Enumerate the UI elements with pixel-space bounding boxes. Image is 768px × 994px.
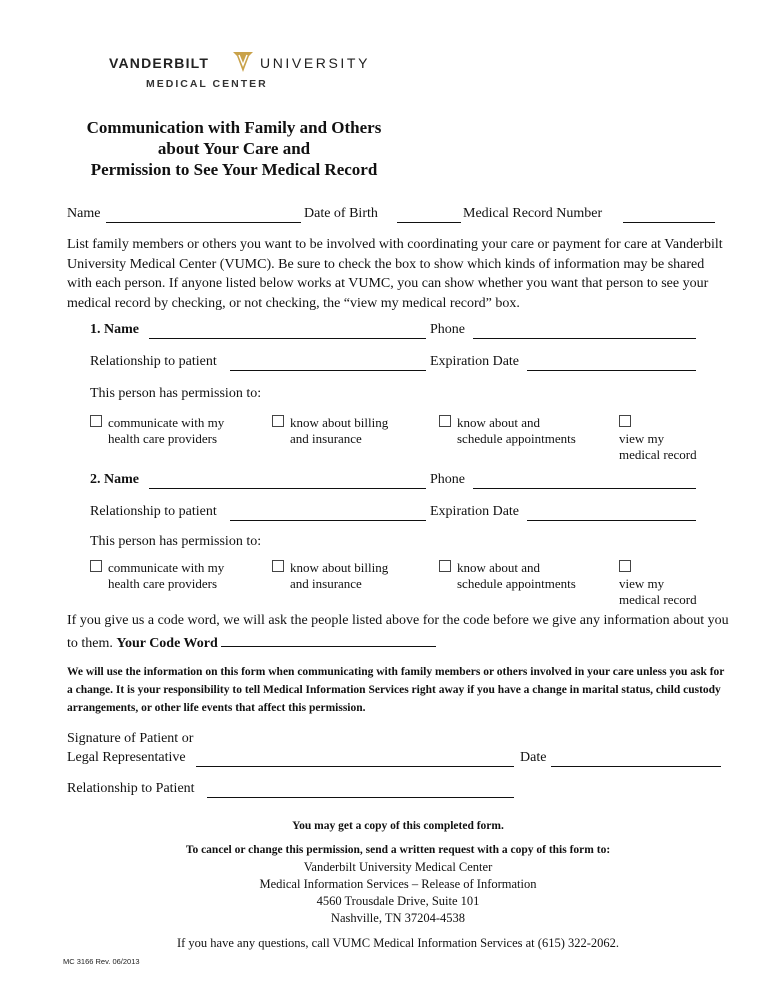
logo-university: UNIVERSITY [260,55,371,71]
logo-medical-center: MEDICAL CENTER [146,78,268,90]
mrn-field[interactable] [623,208,715,223]
address-line-3: 4560 Trousdale Drive, Suite 101 [316,894,480,908]
date-label: Date [520,750,547,765]
option-text: know about and [457,560,541,575]
person-2-communicate-checkbox[interactable] [90,560,224,592]
signature-field[interactable] [196,752,514,767]
questions-line: If you have any questions, call VUMC Medical Information Services at (615) 322-2062. [176,936,620,950]
option-text: view my [619,576,665,591]
option-text: know about and [457,415,541,430]
checkbox-icon[interactable] [90,560,102,572]
person-1-phone-field[interactable] [473,324,696,339]
checkbox-icon[interactable] [90,415,102,427]
page-title [60,117,408,180]
person-1-phone-label: Phone [430,322,465,337]
person-1-permission-label: This person has permission to: [90,386,262,401]
checkbox-icon[interactable] [272,560,284,572]
checkbox-icon[interactable] [272,415,284,427]
option-text: schedule appointments [457,576,576,591]
option-text: medical record [619,447,697,462]
title-line-1: Communication with Family and Others [86,118,382,137]
option-text: and insurance [290,431,362,446]
code-word-label: Your Code Word [116,636,218,651]
option-text: know about billing [290,560,389,575]
footer [67,818,729,952]
signature-label-2: Legal Representative [67,750,186,765]
cancel-notice: To cancel or change this permission, send a written request with a copy of this form to: [185,844,611,856]
person-1-expiration-field[interactable] [527,356,696,371]
dob-label: Date of Birth [304,206,378,221]
person-2-expiration-label: Expiration Date [430,504,520,519]
option-text: communicate with my [108,560,225,575]
checkbox-icon[interactable] [619,415,631,427]
person-1-relationship-field[interactable] [230,356,426,371]
name-field[interactable] [106,208,301,223]
person-2-appointments-checkbox[interactable] [439,560,576,592]
copy-notice: You may get a copy of this completed form. [292,820,504,832]
relationship-to-patient-label: Relationship to Patient [67,781,195,796]
option-text: schedule appointments [457,431,576,446]
person-2-phone-field[interactable] [473,474,696,489]
person-1-name-label: 1. Name [90,322,139,337]
signature-date-field[interactable] [551,752,721,767]
checkbox-icon[interactable] [439,560,451,572]
person-1-view-record-checkbox[interactable] [619,415,710,463]
intro-paragraph: List family members or others you want to be involved with coordinating your care or payment for care at Vanderbilt University Medical Center (VUMC). Be sure to check the box to show which kinds of information may be shared with each person. If anyone listed below works at VUMC, you can show whether you want that person to see your medical record by checking, or not checking, the “view my medical record” box. [67,237,723,311]
title-line-3: Permission to See Your Medical Record [90,160,378,179]
person-2-name-field[interactable] [149,474,426,489]
option-text: view my [619,431,665,446]
signature-section [67,731,729,801]
title-line-2: about Your Care and [157,139,311,158]
person-1-expiration-label: Expiration Date [430,354,520,369]
person-1-appointments-checkbox[interactable] [439,415,576,447]
person-2-expiration-field[interactable] [527,506,696,521]
address-line-2: Medical Information Services – Release of Information [259,877,537,891]
person-2-view-record-checkbox[interactable] [619,560,710,608]
person-2-relationship-field[interactable] [230,506,426,521]
person-2-relationship-label: Relationship to patient [90,504,217,519]
checkbox-icon[interactable] [619,560,631,572]
notice-paragraph: We will use the information on this form when communicating with family members or others involved in your care unless you ask for a change. It is your responsibility to tell Medical Information Services right away if you have a change in marital status, child custody arrangements, or other life events that affect this permission. [67,666,725,714]
relationship-to-patient-field[interactable] [207,783,514,798]
person-1-communicate-checkbox[interactable] [90,415,224,447]
person-2-permission-label: This person has permission to: [90,534,262,549]
person-1-section [90,322,710,462]
patient-header-row [67,206,727,226]
person-1-name-field[interactable] [149,324,426,339]
code-word-text: If you give us a code word, we will ask the people listed above for the code before we give any information about you to them. [67,613,729,651]
checkbox-icon[interactable] [439,415,451,427]
logo-vanderbilt: VANDERBILT [109,55,210,71]
person-2-billing-checkbox[interactable] [272,560,388,592]
address-line-4: Nashville, TN 37204-4538 [330,911,466,925]
code-word-field[interactable] [221,632,436,647]
person-2-phone-label: Phone [430,472,465,487]
person-1-billing-checkbox[interactable] [272,415,388,447]
dob-field[interactable] [397,208,461,223]
person-1-relationship-label: Relationship to patient [90,354,217,369]
code-word-paragraph [67,610,729,655]
option-text: health care providers [108,576,218,591]
option-text: communicate with my [108,415,225,430]
form-id: MC 3166 Rev. 06/2013 [63,957,140,966]
option-text: know about billing [290,415,389,430]
option-text: medical record [619,592,697,607]
oak-leaf-v-icon [231,50,255,74]
option-text: health care providers [108,431,218,446]
address-line-1: Vanderbilt University Medical Center [303,860,493,874]
name-label: Name [67,206,101,221]
person-2-name-label: 2. Name [90,472,139,487]
person-2-section [90,472,710,607]
mrn-label: Medical Record Number [463,206,603,221]
option-text: and insurance [290,576,362,591]
logo [109,52,369,94]
signature-label-1: Signature of Patient or [67,731,194,746]
